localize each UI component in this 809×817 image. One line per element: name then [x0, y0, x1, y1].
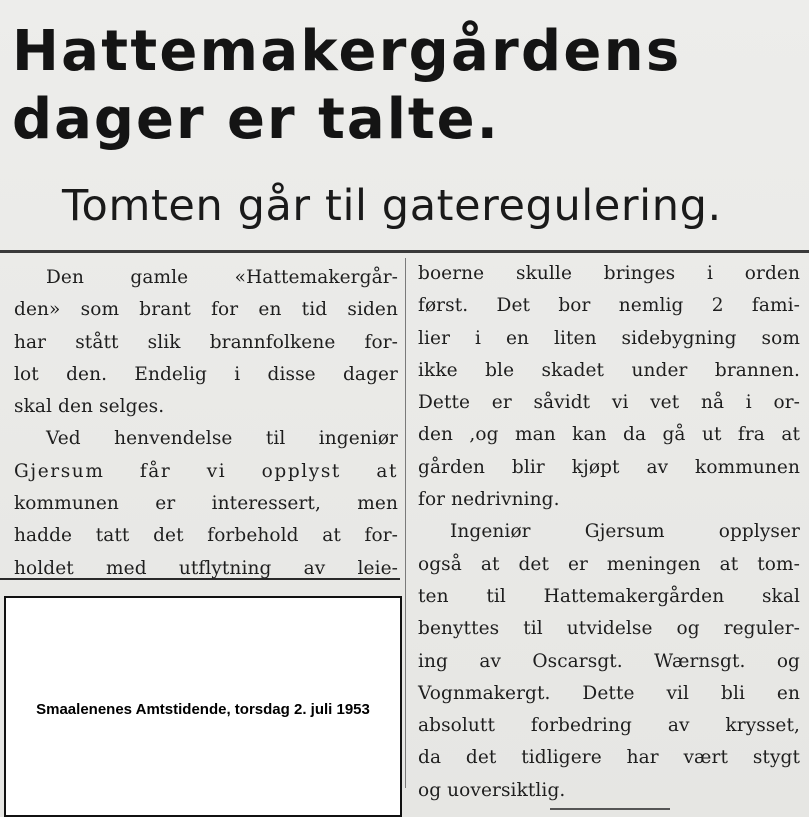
source-caption-box: [4, 596, 402, 817]
text-line: Den gamle «Hattemakergår-: [46, 267, 398, 288]
text-line: Vognmakergt. Dette vil bli en: [418, 682, 800, 704]
column-divider: [405, 258, 406, 788]
text-line: lot den. Endelig i disse dager: [14, 363, 398, 385]
source-caption: Smaalenenes Amtstidende, torsdag 2. juli 1953: [36, 701, 370, 718]
article-end-rule: [550, 808, 670, 810]
text-line: Dette er såvidt vi vet nå i or-: [418, 392, 800, 414]
text-line: ten til Hattemakergården skal: [418, 585, 800, 607]
headline-line-2: dager er talte.: [12, 87, 500, 152]
text-line: skal den selges.: [14, 396, 165, 418]
text-line: hadde tatt det forbehold at for-: [14, 525, 398, 547]
article-column-right: [418, 258, 800, 807]
text-line: Ingeniør Gjersum opplyser: [450, 521, 800, 543]
text-line: ikke ble skadet under brannen.: [418, 359, 800, 381]
text-line: ing av Oscarsgt. Wærnsgt. og: [418, 650, 800, 672]
text-line: Ved henvendelse til ingeniør: [46, 428, 398, 450]
text-line: kommunen er interessert, men: [14, 493, 398, 515]
text-line: også at det er meningen at tom-: [418, 553, 800, 575]
text-line: og uoversiktlig.: [418, 779, 566, 801]
headline-line-1: Hattemakergårdens: [12, 19, 682, 84]
text-line: først. Det bor nemlig 2 fami-: [418, 295, 800, 317]
text-line: Gjersum får vi opplyst at: [14, 460, 398, 482]
text-line: har stått slik brannfolkene for-: [14, 331, 398, 353]
article-column-left: [14, 262, 398, 585]
subheadline: Tomten går til gateregulering.: [62, 181, 722, 231]
headline: [12, 18, 802, 154]
headline-divider: [0, 250, 809, 253]
text-line: holdet med utflytning av leie-: [14, 557, 398, 579]
text-line: boerne skulle bringes i orden: [418, 263, 800, 284]
text-line: den» som brant for en tid siden: [14, 299, 398, 321]
text-line: lier i en liten sidebygning som: [418, 327, 800, 349]
text-line: for nedrivning.: [418, 489, 560, 511]
text-line: den ,og man kan da gå ut fra at: [418, 424, 800, 446]
text-line: benyttes til utvidelse og reguler-: [418, 618, 800, 640]
text-line: da det tidligere har vært stygt: [418, 747, 800, 769]
text-line: absolutt forbedring av krysset,: [418, 715, 800, 737]
text-line: gården blir kjøpt av kommunen: [418, 456, 800, 478]
